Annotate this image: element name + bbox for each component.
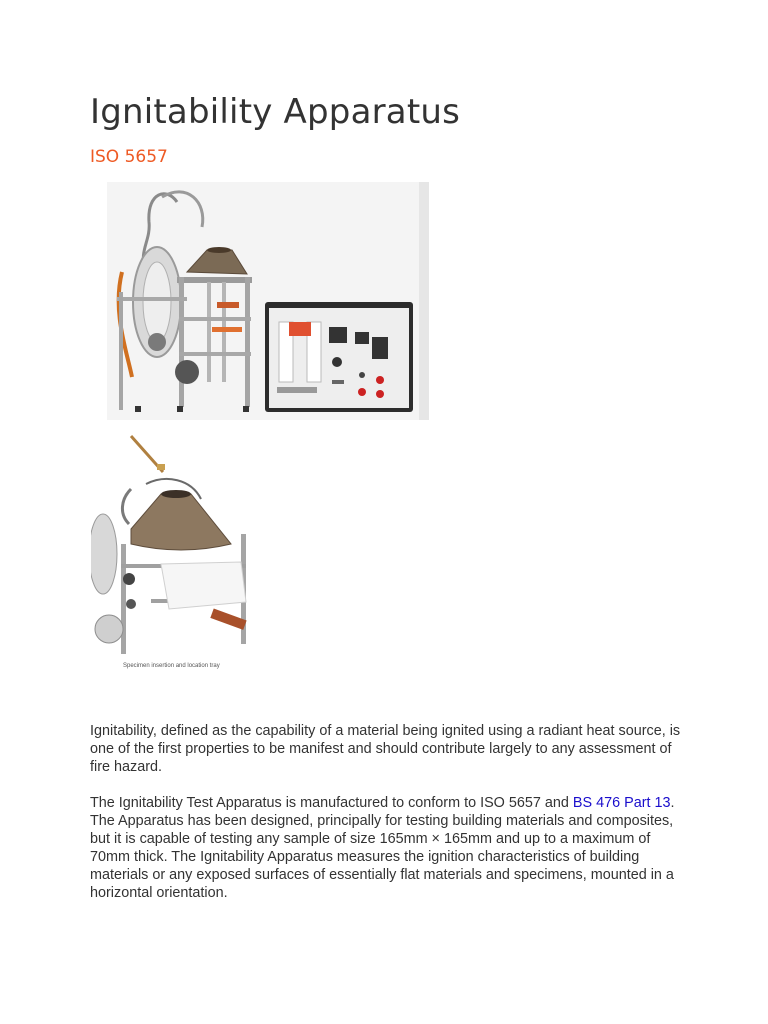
bs476-link[interactable]: BS 476 Part 13: [572, 795, 671, 811]
description-text-start: The Ignitability Test Apparatus is manufactured to conform to ISO 5657 and: [90, 795, 573, 811]
intro-paragraph: Ignitability, defined as the capability of a material being ignited using a radiant heat source, is one of the first properties to be manifest and should contribute largely to any assessment of fire hazard.: [90, 723, 681, 775]
apparatus-illustration: [107, 182, 429, 420]
specimen-tray-illustration: [91, 434, 261, 672]
page-title: Ignitability Apparatus: [90, 92, 461, 132]
photo-caption: Specimen insertion and location tray: [123, 663, 220, 669]
apparatus-photo: [107, 182, 429, 420]
photo-edge: [419, 182, 429, 420]
description-text-end: . The Apparatus has been designed, principally for testing building materials and composites, but it is capable of testing any sample of size 165mm × 165mm and up to a maximum of 70mm thick. The Ignitability Apparatus measures the ignition characteristics of building materials or any exposed surfaces of essentially flat materials and specimens, mounted in a horizontal orientation.: [90, 795, 675, 901]
description-paragraph: [90, 794, 685, 902]
specimen-tray-photo: [91, 434, 261, 672]
standard-subtitle: ISO 5657: [90, 147, 168, 167]
